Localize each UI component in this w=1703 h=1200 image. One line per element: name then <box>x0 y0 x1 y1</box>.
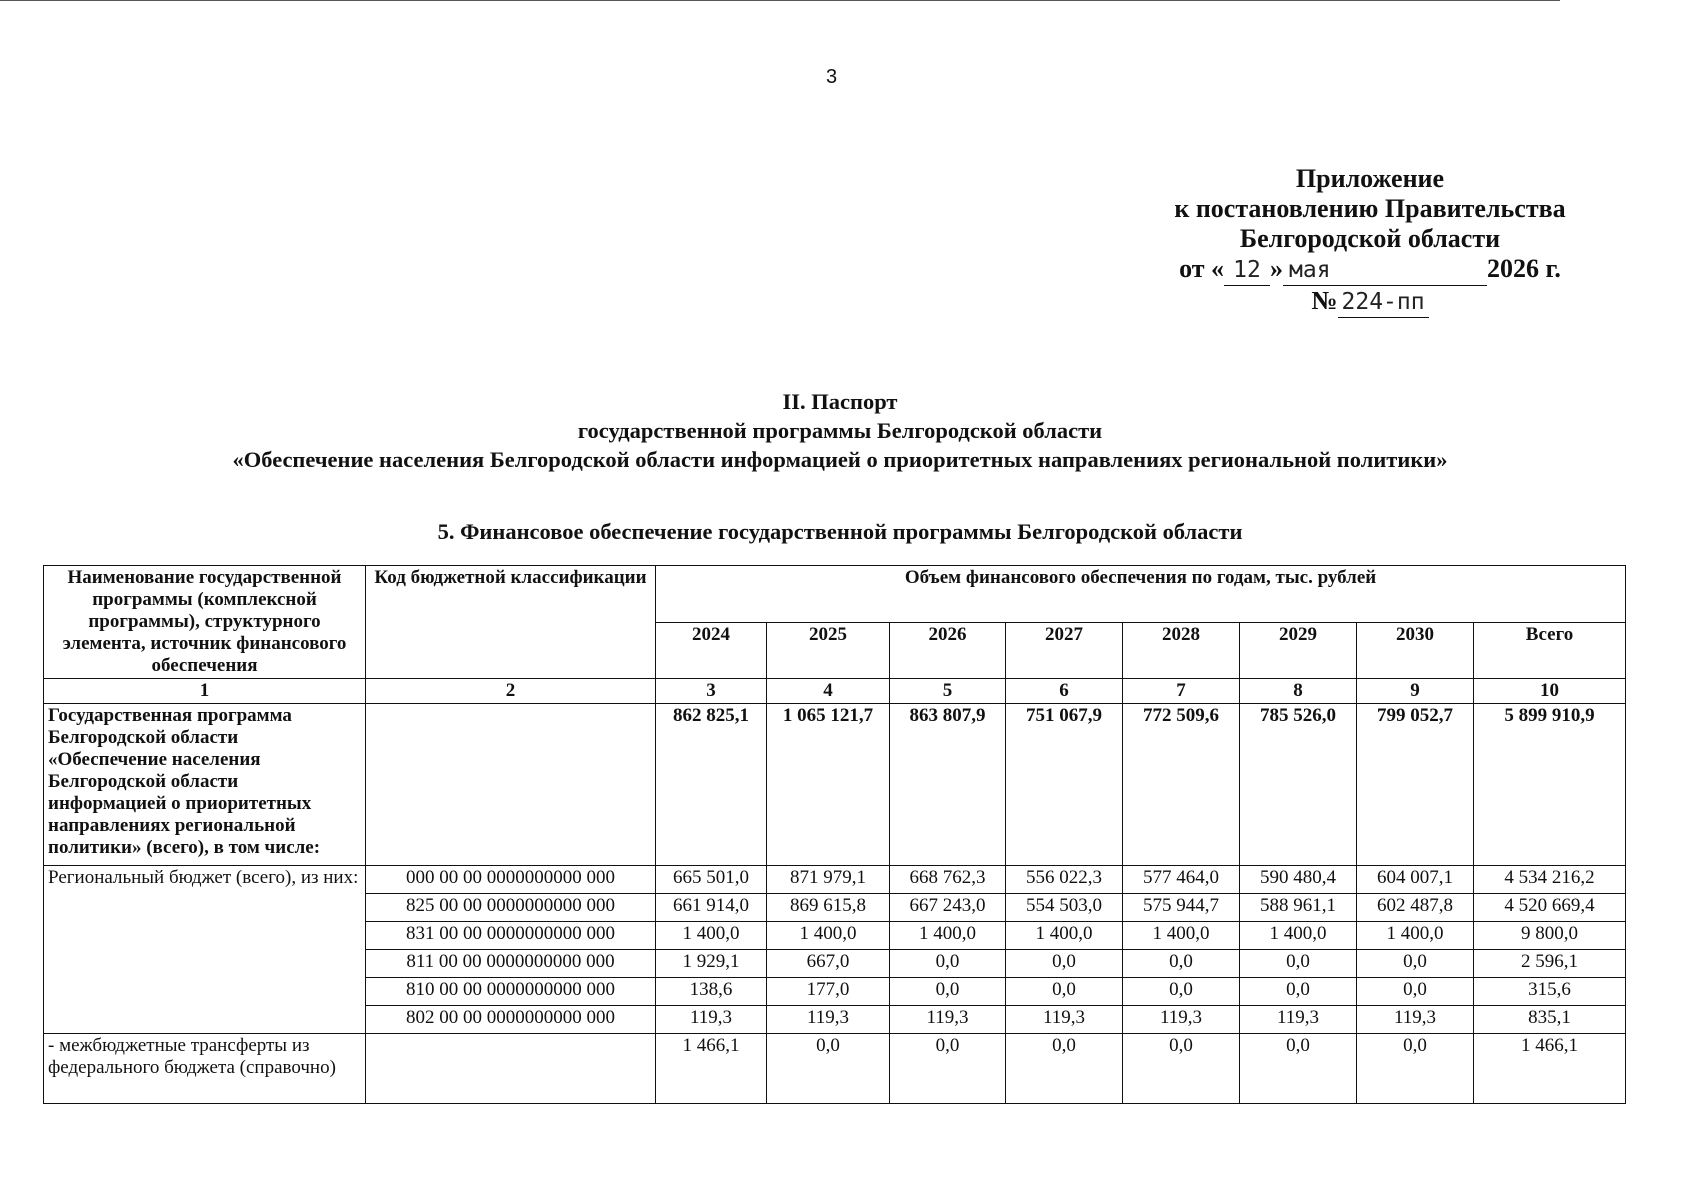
header-year: 2024 <box>656 622 767 679</box>
budget-value: 0,0 <box>1240 978 1357 1006</box>
budget-value: 119,3 <box>890 1006 1006 1034</box>
transfer-value: 0,0 <box>1123 1034 1240 1104</box>
program-value: 772 509,6 <box>1123 704 1240 866</box>
header-year: 2030 <box>1357 622 1474 679</box>
date-month: мая <box>1283 255 1487 286</box>
budget-value: 119,3 <box>1123 1006 1240 1034</box>
budget-value: 0,0 <box>1006 950 1123 978</box>
budget-value: 869 615,8 <box>767 894 890 922</box>
appendix-number <box>1160 286 1580 318</box>
date-prefix: от « <box>1179 254 1225 283</box>
column-number-row <box>44 679 1626 704</box>
appendix-date <box>1160 254 1580 286</box>
budget-value: 0,0 <box>890 950 1006 978</box>
header-year: 2028 <box>1123 622 1240 679</box>
header-year: 2027 <box>1006 622 1123 679</box>
transfer-value: 0,0 <box>1357 1034 1474 1104</box>
number-value: 224-пп <box>1338 287 1429 318</box>
budget-code: 825 00 00 0000000000 000 <box>366 894 656 922</box>
column-number: 4 <box>767 679 890 704</box>
header-code: Код бюджетной классификации <box>366 566 656 679</box>
budget-code: 000 00 00 0000000000 000 <box>366 866 656 894</box>
program-total: 5 899 910,9 <box>1474 704 1626 866</box>
page-top-edge <box>0 0 1560 1</box>
title-passport: II. Паспорт <box>782 389 898 414</box>
column-number: 1 <box>44 679 366 704</box>
budget-value: 602 487,8 <box>1357 894 1474 922</box>
column-number: 6 <box>1006 679 1123 704</box>
budget-value: 119,3 <box>656 1006 767 1034</box>
program-value: 751 067,9 <box>1006 704 1123 866</box>
budget-value: 575 944,7 <box>1123 894 1240 922</box>
date-day: 12 <box>1224 255 1270 286</box>
budget-value: 119,3 <box>767 1006 890 1034</box>
budget-value: 119,3 <box>1240 1006 1357 1034</box>
column-number: 10 <box>1474 679 1626 704</box>
budget-total: 4 520 669,4 <box>1474 894 1626 922</box>
header-name: Наименование государственной программы (комплексной программы), структурного элемента, источник финансового обеспечения <box>44 566 366 679</box>
budget-value: 554 503,0 <box>1006 894 1123 922</box>
transfer-value: 0,0 <box>1240 1034 1357 1104</box>
budget-value: 588 961,1 <box>1240 894 1357 922</box>
budget-value: 661 914,0 <box>656 894 767 922</box>
header-year: 2025 <box>767 622 890 679</box>
budget-value: 0,0 <box>1123 950 1240 978</box>
transfer-value: 1 466,1 <box>656 1034 767 1104</box>
budget-value: 1 929,1 <box>656 950 767 978</box>
date-year: 2026 г. <box>1487 254 1561 283</box>
budget-value: 0,0 <box>1123 978 1240 1006</box>
header-total: Всего <box>1474 622 1626 679</box>
budget-value: 667 243,0 <box>890 894 1006 922</box>
budget-code: 802 00 00 0000000000 000 <box>366 1006 656 1034</box>
program-code <box>366 704 656 866</box>
program-row <box>44 704 1626 866</box>
budget-value: 668 762,3 <box>890 866 1006 894</box>
budget-value: 1 400,0 <box>1240 922 1357 950</box>
budget-value: 138,6 <box>656 978 767 1006</box>
appendix-title: Приложение <box>1295 164 1445 193</box>
budget-value: 590 480,4 <box>1240 866 1357 894</box>
program-value: 862 825,1 <box>656 704 767 866</box>
budget-value: 1 400,0 <box>1006 922 1123 950</box>
program-value: 863 807,9 <box>890 704 1006 866</box>
budget-value: 577 464,0 <box>1123 866 1240 894</box>
budget-value: 177,0 <box>767 978 890 1006</box>
transfer-value: 0,0 <box>1006 1034 1123 1104</box>
budget-value: 667,0 <box>767 950 890 978</box>
column-number: 2 <box>366 679 656 704</box>
budget-total: 4 534 216,2 <box>1474 866 1626 894</box>
column-number: 7 <box>1123 679 1240 704</box>
budget-value: 0,0 <box>1357 978 1474 1006</box>
budget-value: 871 979,1 <box>767 866 890 894</box>
appendix-resolution: к постановлению Правительства <box>1174 194 1566 223</box>
column-number: 5 <box>890 679 1006 704</box>
budget-value: 0,0 <box>1240 950 1357 978</box>
budget-value: 1 400,0 <box>1357 922 1474 950</box>
budget-value: 665 501,0 <box>656 866 767 894</box>
budget-value: 1 400,0 <box>767 922 890 950</box>
transfer-label: - межбюджетные трансферты из федерального бюджета (справочно) <box>44 1034 366 1104</box>
appendix-region: Белгородской области <box>1239 224 1501 253</box>
regional-row <box>44 866 1626 894</box>
budget-code: 811 00 00 0000000000 000 <box>366 950 656 978</box>
budget-code: 831 00 00 0000000000 000 <box>366 922 656 950</box>
transfer-row <box>44 1034 1626 1104</box>
appendix-stamp <box>1160 164 1580 318</box>
budget-total: 9 800,0 <box>1474 922 1626 950</box>
budget-value: 1 400,0 <box>1123 922 1240 950</box>
title-program-name: «Обеспечение населения Белгородской области информацией о приоритетных направлениях региональной политики» <box>232 447 1448 472</box>
budget-value: 0,0 <box>1357 950 1474 978</box>
header-volume: Объем финансового обеспечения по годам, тыс. рублей <box>656 566 1626 623</box>
program-value: 785 526,0 <box>1240 704 1357 866</box>
transfer-code <box>366 1034 656 1104</box>
document-title <box>40 387 1640 474</box>
budget-value: 556 022,3 <box>1006 866 1123 894</box>
regional-budget-label: Региональный бюджет (всего), из них: <box>44 866 366 1034</box>
number-prefix: № <box>1311 286 1338 315</box>
budget-value: 119,3 <box>1357 1006 1474 1034</box>
program-name: Государственная программа Белгородской области «Обеспечение населения Белгородской области информацией о приоритетных направлениях региональной политики» (всего), в том числе: <box>44 704 366 866</box>
transfer-value: 0,0 <box>890 1034 1006 1104</box>
financing-table <box>43 565 1626 1104</box>
column-number: 3 <box>656 679 767 704</box>
title-program: государственной программы Белгородской области <box>577 418 1103 443</box>
header-row-1 <box>44 566 1626 623</box>
budget-value: 604 007,1 <box>1357 866 1474 894</box>
budget-code: 810 00 00 0000000000 000 <box>366 978 656 1006</box>
budget-value: 0,0 <box>1006 978 1123 1006</box>
page-number: 3 <box>826 66 838 88</box>
budget-total: 2 596,1 <box>1474 950 1626 978</box>
column-number: 8 <box>1240 679 1357 704</box>
budget-value: 0,0 <box>890 978 1006 1006</box>
column-number: 9 <box>1357 679 1474 704</box>
budget-total: 315,6 <box>1474 978 1626 1006</box>
header-year: 2026 <box>890 622 1006 679</box>
program-value: 799 052,7 <box>1357 704 1474 866</box>
budget-value: 119,3 <box>1006 1006 1123 1034</box>
budget-value: 1 400,0 <box>890 922 1006 950</box>
budget-total: 835,1 <box>1474 1006 1626 1034</box>
program-value: 1 065 121,7 <box>767 704 890 866</box>
transfer-value: 0,0 <box>767 1034 890 1104</box>
header-year: 2029 <box>1240 622 1357 679</box>
budget-value: 1 400,0 <box>656 922 767 950</box>
date-quote-close: » <box>1270 254 1284 283</box>
transfer-total: 1 466,1 <box>1474 1034 1626 1104</box>
section-title: 5. Финансовое обеспечение государственной программы Белгородской области <box>437 519 1243 544</box>
